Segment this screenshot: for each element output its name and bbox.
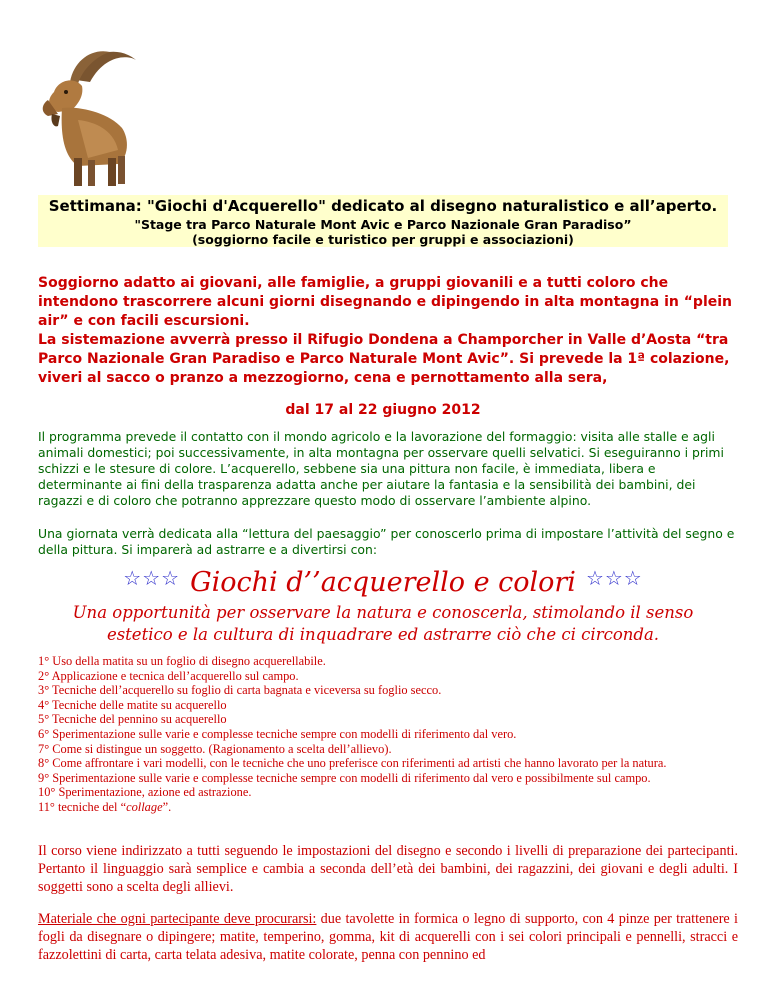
list-item-suffix: ”. (162, 799, 172, 814)
list-item: 1° Uso della matita su un foglio di disegno acquerellabile. (38, 654, 326, 668)
accommodation-paragraph: La sistemazione avverrà presso il Rifugio Dondena a Champorcher in Valle d’Aosta “tra Parco Nazionale Gran Paradiso e Parco Naturale Mont Avic”. Si prevede la 1ª colazione, viveri al sacco o pranzo a mezzogiorno, cena e pernottamento alla sera, (38, 332, 730, 386)
headline-subtitle: Una opportunità per osservare la natura e conoscerla, stimolando il senso estetico e la cultura di inquadrare ed astrarre ciò che ci circonda. (72, 603, 694, 644)
list-item: 10° Sperimentazione, azione ed astrazione. (38, 785, 252, 800)
page-subtitle: "Stage tra Parco Naturale Mont Avic e Parco Nazionale Gran Paradiso” (134, 217, 632, 232)
list-item-prefix: 11° tecniche del “ (38, 799, 127, 814)
materials-paragraph (38, 910, 738, 964)
ibex-illustration-icon (18, 40, 148, 190)
list-item: 6° Sperimentazione sulle varie e complesse tecniche sempre con modelli di riferimento dal vero. (38, 726, 517, 741)
materials-text: due tavolette in formica o legno di supporto, con 4 pinze per trattenere i fogli da disegnare o dipingere; matite, temperino, gomma, kit di acquerelli con i sei colori principali e pennelli, stracci e fazzolettini di carta, carta telata adesiva, matite colorate, penna con pennino ed (38, 911, 738, 963)
list-item (38, 800, 738, 815)
headline (38, 566, 728, 598)
stars-right-icon: ☆☆☆ (585, 566, 643, 590)
headline-text: Giochi d’’acquerello e colori (190, 567, 576, 598)
materials-label: Materiale che ogni partecipante deve procurarsi: (38, 911, 317, 927)
list-item: 8° Come affrontare i vari modelli, con le tecniche che uno preferisce con riferimenti ad artisti che hanno lavorato per la natura. (38, 756, 667, 771)
closing-paragraph: Il corso viene indirizzato a tutti seguendo le impostazioni del disegno e secondo i livelli di preparazione dei partecipanti. Pertanto il linguaggio sarà semplice e cambia a seconda dell’età dei bambini, dei ragazzini, dei giovani e degli adulti. I soggetti sono a scelta degli allievi. (38, 843, 738, 895)
list-item: 5° Tecniche del pennino su acquerello (38, 712, 227, 727)
list-item: 2° Applicazione e tecnica dell’acquerello sul campo. (38, 668, 299, 683)
program-paragraph: Il programma prevede il contatto con il mondo agricolo e la lavorazione del formaggio: visita alle stalle e agli animali domestici; poi successivamente, in alta montagna per osservare quelli selvatici. Si eseguiranno i primi schizzi e le stesure di colore. L’acquerello, sebbene sia una pittura non facile, è immediata, libera e determinante ai fini della trasparenza adatta anche per aiutare la fantasia e la sensibilità dei bambini, dei ragazzi e di coloro che potranno apprezzare questo modo di osservare l’ambiente alpino. (38, 429, 724, 508)
list-item: 3° Tecniche dell’acquerello su foglio di carta bagnata e viceversa su foglio secco. (38, 683, 442, 698)
list-item: 4° Tecniche delle matite su acquerello (38, 697, 227, 712)
course-list (38, 654, 738, 815)
list-item-italic: collage (126, 799, 163, 814)
dates-line: dal 17 al 22 giugno 2012 (285, 402, 481, 418)
stars-left-icon: ☆☆☆ (123, 566, 181, 590)
list-item: 7° Come si distingue un soggetto. (Ragionamento a scelta dell’allievo). (38, 741, 392, 756)
intro-paragraph: Soggiorno adatto ai giovani, alle famiglie, a gruppi giovanili e a tutti coloro che intendono trascorrere alcuni giorni disegnando e dipingendo in alta montagna in “plein air” e con facili escursioni. (38, 275, 733, 329)
list-item: 9° Sperimentazione sulle varie e complesse tecniche sempre con modelli di riferimento dal vero e possibilmente sul campo. (38, 770, 651, 785)
page-title: Settimana: "Giochi d'Acquerello" dedicato al disegno naturalistico e all’aperto. (48, 197, 718, 215)
page-subtitle-note: (soggiorno facile e turistico per gruppi e associazioni) (192, 232, 574, 247)
landscape-paragraph: Una giornata verrà dedicata alla “lettura del paesaggio” per conoscerlo prima di impostare l’attività del segno e della pittura. Si imparerà ad astrarre e a divertirsi con: (38, 526, 735, 557)
